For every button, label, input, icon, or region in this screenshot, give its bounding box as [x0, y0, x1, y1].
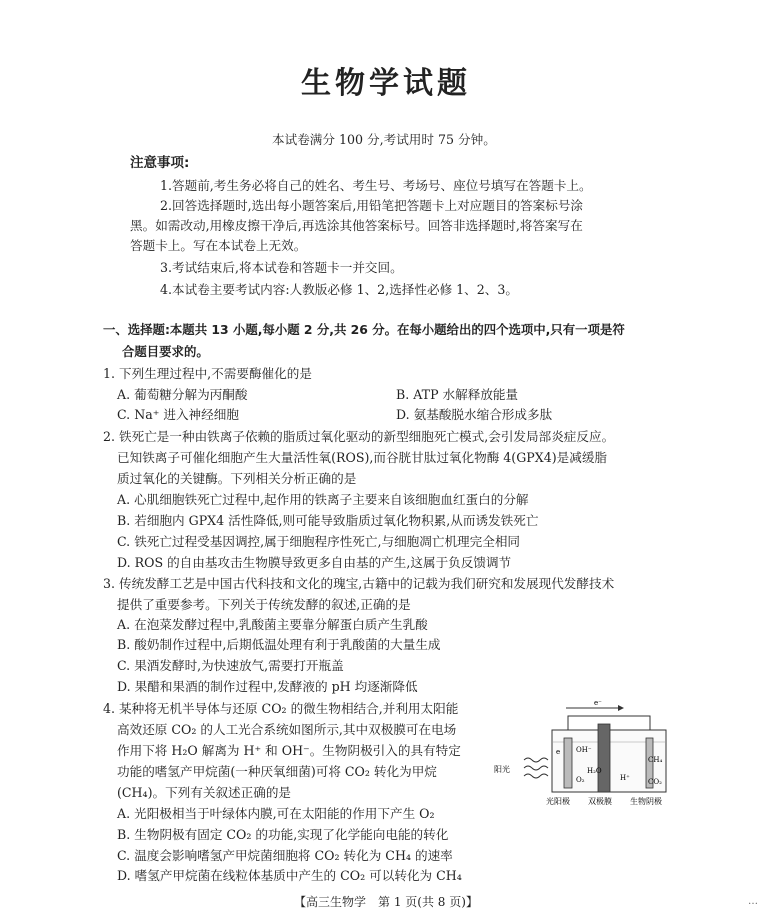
q4-option-d: D. 嗜氢产甲烷菌在线粒体基质中产生的 CO₂ 可以转化为 CH₄	[117, 868, 462, 883]
membrane-label: 双极膜	[588, 797, 612, 806]
q2-stem: 2. 铁死亡是一种由铁离子依赖的脂质过氧化驱动的新型细胞死亡模式,会引发局部炎症反应。	[103, 429, 615, 444]
q2-option-d: D. ROS 的自由基攻击生物膜导致更多自由基的产生,这属于负反馈调节	[117, 555, 512, 570]
e-label: e	[556, 748, 561, 756]
q4-stem: 4. 某种将无机半导体与还原 CO₂ 的微生物相结合,并利用太阳能	[103, 701, 459, 716]
co2-label: CO₂	[648, 778, 662, 786]
q2-option-a: A. 心肌细胞铁死亡过程中,起作用的铁离子主要来自该细胞血红蛋白的分解	[117, 492, 529, 507]
q2-stem: 质过氧化的关键酶。下列相关分析正确的是	[117, 471, 357, 486]
o2-label: O₂	[576, 776, 585, 784]
notice-line: 3.考试结束后,将本试卷和答题卡一并交回。	[160, 260, 403, 275]
biocathode-label: 生物阴极	[630, 797, 662, 806]
notice-line: 答题卡上。写在本试卷上无效。	[130, 238, 307, 253]
electron-label: e⁻	[594, 700, 602, 707]
notice-line: 黑。如需改动,用橡皮擦干净后,再选涂其他答案标号。回答非选择题时,将答案写在	[130, 218, 583, 233]
q3-option-d: D. 果醋和果酒的制作过程中,发酵液的 pH 均逐渐降低	[117, 679, 418, 694]
q4-stem: (CH₄)。下列有关叙述正确的是	[117, 785, 292, 800]
page-footer: 【高三生物学 第 1 页(共 8 页)】	[294, 895, 478, 909]
photosynthesis-diagram	[490, 700, 672, 808]
notice-line: 1.答题前,考生务必将自己的姓名、考生号、考场号、座位号填写在答题卡上。	[160, 178, 592, 193]
sunlight-wave	[524, 766, 548, 770]
q1-stem: 1. 下列生理过程中,不需要酶催化的是	[103, 366, 312, 381]
q3-stem: 3. 传统发酵工艺是中国古代科技和文化的瑰宝,古籍中的记载为我们研究和发展现代发酵技术	[103, 576, 615, 591]
sunlight-wave	[524, 774, 548, 778]
h2o-label: H₂O	[587, 767, 602, 775]
page-title: 生物学试题	[301, 66, 471, 101]
exam-info: 本试卷满分 100 分,考试用时 75 分钟。	[272, 132, 496, 147]
q4-option-a: A. 光阳极相当于叶绿体内膜,可在太阳能的作用下产生 O₂	[117, 806, 435, 821]
notice-line: 4.本试卷主要考试内容:人教版必修 1、2,选择性必修 1、2、3。	[160, 282, 518, 297]
section-heading-cont: 合题目要求的。	[122, 344, 209, 359]
notice-line: 2.回答选择题时,选出每小题答案后,用铅笔把答题卡上对应题目的答案标号涂	[160, 198, 584, 213]
q2-option-b: B. 若细胞内 GPX4 活性降低,则可能导致脂质过氧化物积累,从而诱发铁死亡	[117, 513, 539, 528]
q1-option-d: D. 氨基酸脱水缩合形成多肽	[396, 407, 553, 422]
corner-mark: …	[748, 896, 758, 907]
bipolar-membrane	[598, 724, 610, 792]
ch4-label: CH₄	[648, 756, 663, 764]
q2-stem: 已知铁离子可催化细胞产生大量活性氧(ROS),而谷胱甘肽过氧化物酶 4(GPX4)是减缓脂	[117, 450, 608, 465]
q3-stem: 提供了重要参考。下列关于传统发酵的叙述,正确的是	[117, 597, 411, 612]
notice-heading: 注意事项:	[130, 155, 190, 171]
sunlight-label: 阳光	[494, 765, 510, 774]
q2-option-c: C. 铁死亡过程受基因调控,属于细胞程序性死亡,与细胞凋亡机理完全相同	[117, 534, 521, 549]
q1-option-b: B. ATP 水解释放能量	[396, 387, 519, 402]
section-heading: 一、选择题:本题共 13 小题,每小题 2 分,共 26 分。在每小题给出的四个选项中,只有一项是符	[103, 322, 625, 337]
q1-option-c: C. Na⁺ 进入神经细胞	[117, 407, 239, 422]
sunlight-wave	[524, 758, 548, 762]
photoanode	[564, 738, 572, 788]
photoanode-label: 光阳极	[546, 797, 570, 806]
q4-stem: 功能的嗜氢产甲烷菌(一种厌氧细菌)可将 CO₂ 转化为甲烷	[117, 764, 437, 779]
q3-option-c: C. 果酒发酵时,为快速放气,需要打开瓶盖	[117, 658, 344, 673]
q4-option-c: C. 温度会影响嗜氢产甲烷菌细胞将 CO₂ 转化为 CH₄ 的速率	[117, 848, 453, 863]
arrow-head-icon	[618, 705, 624, 711]
q4-stem: 作用下将 H₂O 解离为 H⁺ 和 OH⁻。生物阴极引入的具有特定	[117, 743, 461, 758]
q1-option-a: A. 葡萄糖分解为丙酮酸	[117, 387, 248, 402]
h-plus-label: H⁺	[620, 774, 630, 782]
q3-option-b: B. 酸奶制作过程中,后期低温处理有利于乳酸菌的大量生成	[117, 637, 441, 652]
q3-option-a: A. 在泡菜发酵过程中,乳酸菌主要靠分解蛋白质产生乳酸	[117, 617, 428, 632]
oh-label: OH⁻	[576, 746, 592, 754]
q4-stem: 高效还原 CO₂ 的人工光合系统如图所示,其中双极膜可在电场	[117, 722, 457, 737]
q4-option-b: B. 生物阴极有固定 CO₂ 的功能,实现了化学能向电能的转化	[117, 827, 449, 842]
